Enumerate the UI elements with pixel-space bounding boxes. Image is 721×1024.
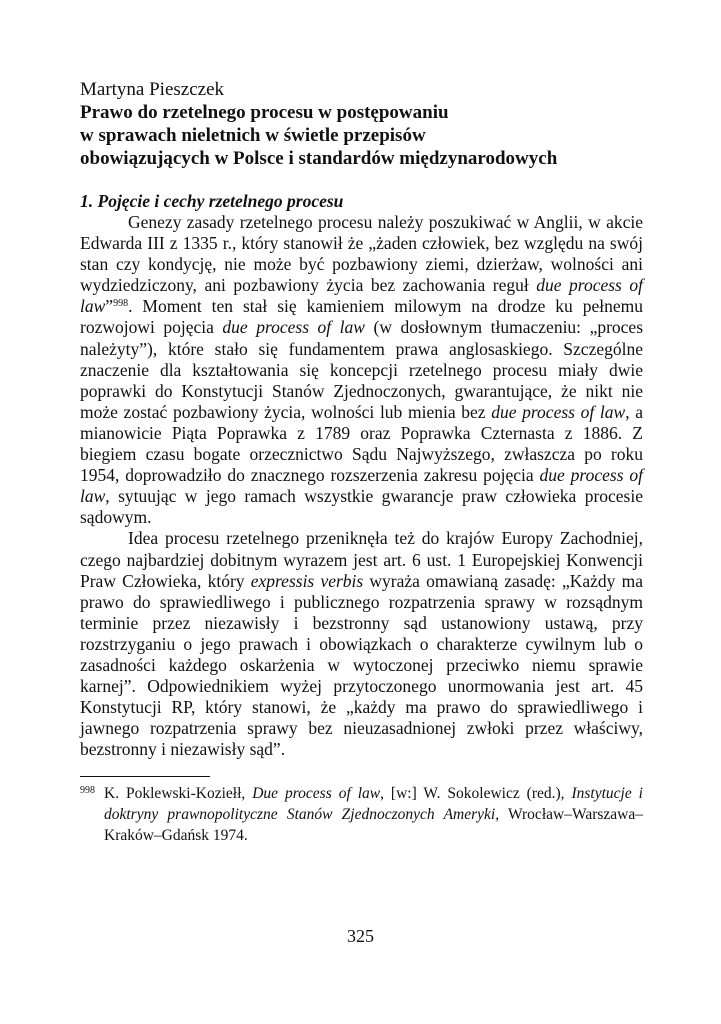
- page-number: 325: [347, 926, 374, 946]
- italic-term: due process of law: [80, 275, 644, 317]
- title-line-1: Prawo do rzetelnego procesu w postępowaniu: [80, 102, 449, 123]
- paragraph-2: Idea procesu rzetelnego przeniknęła też do krajów Europy Zachodniej, czego najbardziej dobitnym wyrazem jest art. 6 ust. 1 Europejskiej Konwencji Praw Człowieka, który expressis verbis wyraża omawianą zasadę: „Każdy ma prawo do sprawiedliwego i publicznego rozpatrzenia sprawy w rozsądnym terminie przez niezawisły i bezstronny sąd ustanowiony ustawą, przy rozstrzyganiu o jego prawach i obowiązkach o charakterze cywilnym lub o zasadności każdego oskarżenia w wytoczonej przeciwko niemu sprawie karnej”. Odpowiednikiem wyżej przytoczonego unormowania jest art. 45 Konstytucji RP, który stanowi, że „każdy ma prawo do sprawiedliwego i jawnego rozpatrzenia sprawy bez nieuzasadnionej zwłoki przez właściwy, bezstronny i niezawisły sąd”.: [80, 528, 643, 760]
- section-heading: 1. Pojęcie i cechy rzetelnego procesu: [80, 191, 344, 211]
- italic-term: expressis verbis: [250, 570, 364, 591]
- italic-term: due process of law: [491, 401, 626, 422]
- italic-term: due process of law: [80, 465, 643, 507]
- footnote-reference[interactable]: 998: [113, 298, 129, 310]
- title-line-2: w sprawach nieletnich w świetle przepisów: [80, 125, 426, 146]
- paragraph-1: Genezy zasady rzetelnego procesu należy poszukiwać w Anglii, w akcie Edwarda III z 1335 r., który stanowił że „żaden człowiek, bez względu na swój stan czy kondycję, nie może być pozbawiony ziemi, dzierżaw, wolności ani wydziedziczony, ani pozbawiony życia bez zachowania reguł due process of law”$^{998}$. Moment ten stał się kamieniem milowym na drodze ku pełnemu rozwojowi pojęcia due process of law (w dosłownym tłumaczeniu: „proces należyty”), które stało się fundamentem prawa anglosaskiego. Szczególne znaczenie dla kształtowania się koncepcji rzetelnego procesu miały dwie poprawki do Konstytucji Stanów Zjednoczonych, gwarantujące, że nikt nie może zostać pozbawiony życia, wolności lub mienia bez due process of law, a mianowicie Piąta Poprawka z 1789 oraz Poprawka Czternasta z 1886. Z biegiem czasu bogate orzecznictwo Sądu Najwyższego, zwłaszcza po roku 1954, doprowadziło do znacznego rozszerzenia zakresu pojęcia due process of law, sytuując w jego ramach wszystkie gwarancje praw człowieka procesie sądowym.: [80, 212, 644, 528]
- author-name: Martyna Pieszczek: [80, 79, 225, 100]
- footnote: 998 K. Poklewski-Koziełł, Due process of law, [w:] W. Sokolewicz (red.), Instytucje i doktryny prawnopolityczne Stanów Zjednoczonych Ameryki, Wrocław–Warszawa–Kraków–Gdańsk 1974.: [80, 783, 643, 846]
- footnote-number: 998: [80, 785, 95, 797]
- footnote-separator: [80, 776, 210, 777]
- italic-term: due process of law: [222, 317, 365, 338]
- page-body: [80, 78, 643, 846]
- article-title: [80, 101, 643, 170]
- title-line-3: obowiązujących w Polsce i standardów międzynarodowych: [80, 148, 558, 169]
